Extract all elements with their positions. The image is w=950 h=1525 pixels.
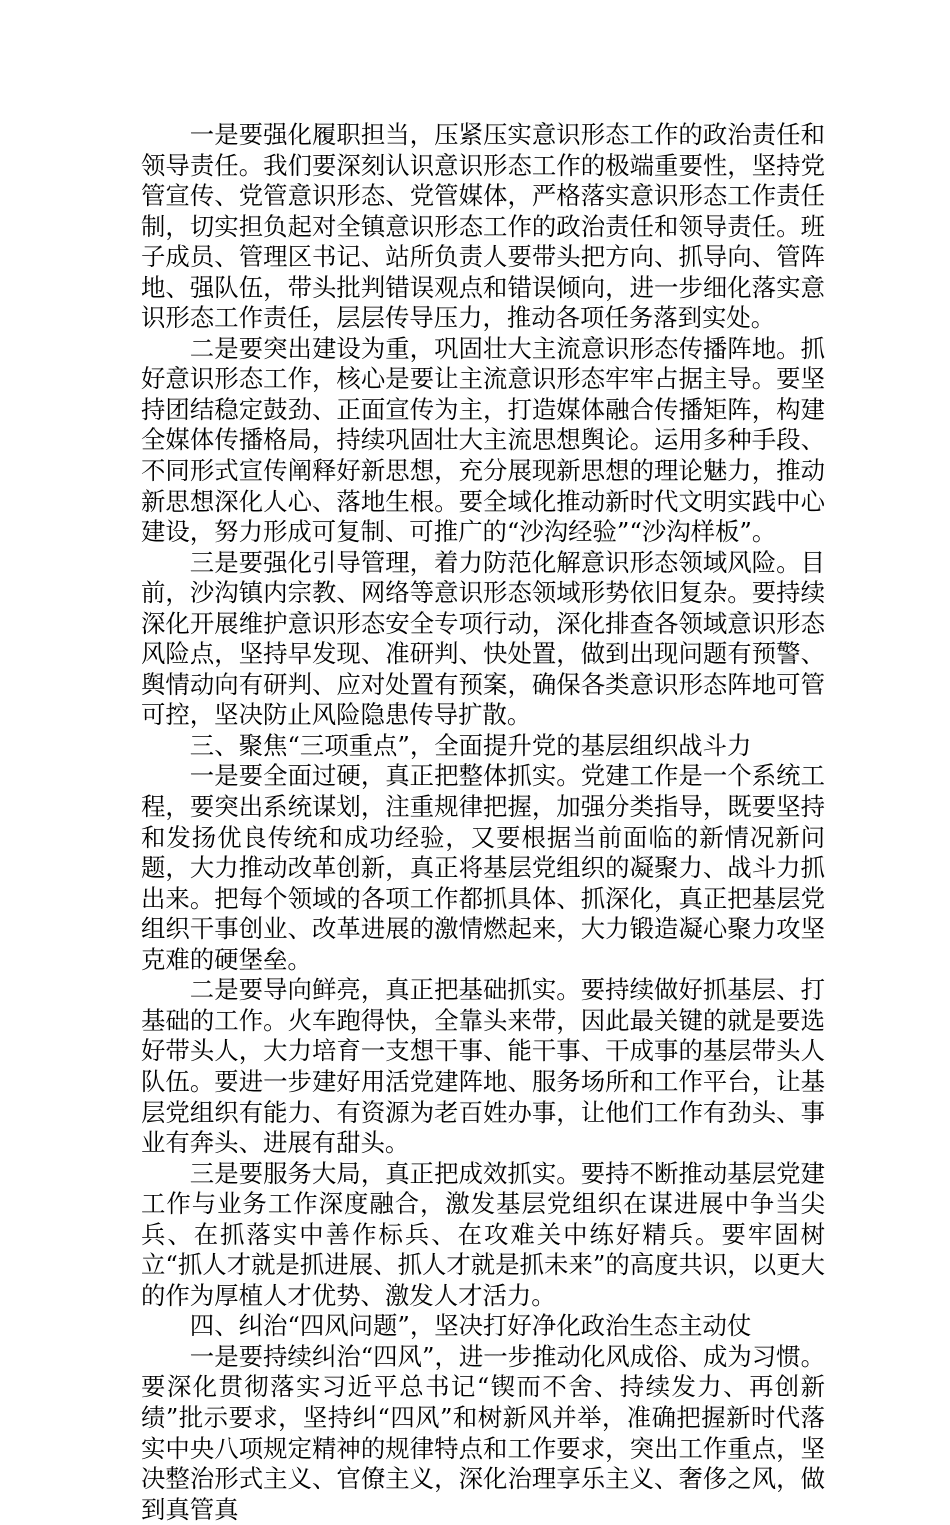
section-heading-three-priorities: 三、聚焦“三项重点”，全面提升党的基层组织战斗力: [189, 730, 752, 760]
paragraph-duty: 一是要强化履职担当，压紧压实意识形态工作的政治责任和领导责任。我们要深刻认识意识形态工作的极端重要性，坚持党管宣传、党管意识形态、党管媒体，严格落实意识形态工作责任制，切实担负起对全镇意识形态工作的政治责任和领导责任。班子成员、管理区书记、站所负责人要带头把方向、抓导向、管阵地、强队伍，带头批判错误观点和错误倾向，进一步细化落实意识形态工作责任，层层传导压力，推动各项任务落到实处。: [141, 120, 825, 333]
paragraph-risk-management: 三是要强化引导管理，着力防范化解意识形态领域风险。目前，沙沟镇内宗教、网络等意识形态领域形势依旧复杂。要持续深化开展维护意识形态安全专项行动，深化排查各领域意识形态风险点，坚持早发现、准研判、快处置，做到出现问题有预警、舆情动向有研判、应对处置有预案，确保各类意识形态阵地可管可控，坚决防止风险隐患传导扩散。: [141, 547, 825, 730]
paragraph-foundation: 二是要导向鲜亮，真正把基础抓实。要持续做好抓基层、打基础的工作。火车跑得快，全靠头来带，因此最关键的就是要选好带头人，大力培育一支想干事、能干事、干成事的基层带头人队伍。要进一步建好用活党建阵地、服务场所和工作平台，让基层党组织有能力、有资源为老百姓办事，让他们工作有劲头、事业有奔头、进展有甜头。: [141, 975, 825, 1158]
section-heading-four-winds: 四、纠治“四风问题”，坚决打好净化政治生态主动仗: [189, 1311, 752, 1341]
paragraph-construction: 二是要突出建设为重，巩固壮大主流意识形态传播阵地。抓好意识形态工作，核心是要让主流意识形态牢牢占据主导。要坚持团结稳定鼓劲、正面宣传为主，打造媒体融合传播矩阵，构建全媒体传播格局，持续巩固壮大主流思想舆论。运用多种手段、不同形式宣传阐释好新思想，充分展现新思想的理论魅力，推动新思想深化人心、落地生根。要全域化推动新时代文明实践中心建设，努力形成可复制、可推广的“沙沟经验”“沙沟样板”。: [141, 333, 825, 547]
paragraph-results: 三是要服务大局，真正把成效抓实。要持不断推动基层党建工作与业务工作深度融合，激发基层党组织在谋进展中争当尖兵、在抓落实中善作标兵、在攻难关中练好精兵。要牢固树立“抓人才就是抓进展、抓人才就是抓未来”的高度共识，以更大的作为厚植人才优势、激发人才活力。: [141, 1158, 825, 1310]
paragraph-overall: 一是要全面过硬，真正把整体抓实。党建工作是一个系统工程，要突出系统谋划，注重规律把握，加强分类指导，既要坚持和发扬优良传统和成功经验，又要根据当前面临的新情况新问题，大力推动改革创新，真正将基层党组织的凝聚力、战斗力抓出来。把每个领域的各项工作都抓具体、抓深化，真正把基层党组织干事创业、改革进展的激情燃起来，大力锻造凝心聚力攻坚克难的硬堡垒。: [141, 761, 825, 974]
paragraph-four-winds: 一是要持续纠治“四风”，进一步推动化风成俗、成为习惯。要深化贯彻落实习近平总书记“锲而不舍、持续发力、再创新绩”批示要求，坚持纠“四风”和树新风并举，准确把握新时代落实中央八项规定精神的规律特点和工作要求，突出工作重点，坚决整治形式主义、官僚主义，深化治理享乐主义、奢侈之风，做到真管真: [141, 1341, 825, 1524]
document-page: [141, 120, 825, 1525]
